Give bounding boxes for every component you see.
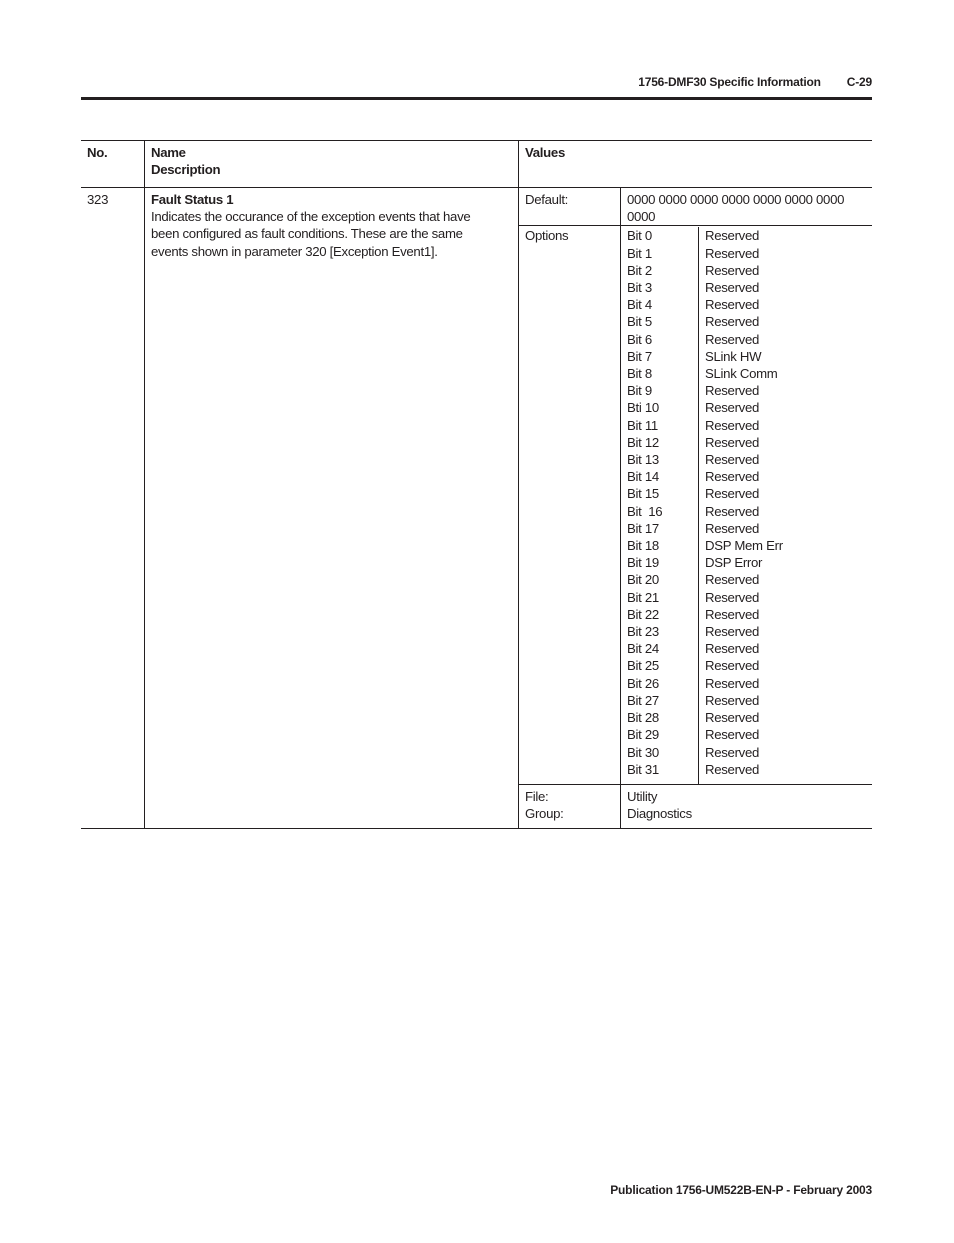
options-label-cell [519, 226, 621, 785]
bit-name: Bit 8 [627, 366, 652, 382]
bit-value: Reserved [705, 486, 760, 502]
header-name-description [145, 141, 519, 188]
bit-name: Bit 21 [627, 589, 659, 605]
bit-name: Bit 11 [627, 417, 658, 433]
bit-name: Bit 19 [627, 555, 659, 571]
bit-name: Bit 9 [627, 383, 652, 399]
default-label: Default: [525, 192, 569, 207]
bit-name: Bit 27 [627, 692, 659, 708]
bit-value: Reserved [705, 452, 760, 468]
running-header [638, 75, 872, 89]
page-number: C-29 [846, 75, 872, 89]
bit-value: SLink HW [705, 348, 762, 364]
bit-value: Reserved [705, 503, 760, 519]
param-number: 323 [87, 192, 109, 207]
bit-value: Reserved [705, 434, 760, 450]
section-title: 1756-DMF30 Specific Information [638, 75, 821, 89]
bit-value: Reserved [705, 606, 760, 622]
bit-value: Reserved [705, 245, 760, 261]
bit-value: DSP Mem Err [705, 538, 783, 554]
param-name-cell [145, 188, 519, 829]
bit-name: Bti 10 [627, 400, 659, 416]
file-value: Utility [627, 788, 658, 804]
param-name: Fault Status 1 [151, 192, 234, 207]
bit-value: SLink Comm [705, 366, 778, 382]
bit-value: Reserved [705, 383, 760, 399]
bit-value: Reserved [705, 280, 760, 296]
bit-value: Reserved [705, 417, 760, 433]
header-no [81, 141, 145, 188]
bit-name: Bit 15 [627, 486, 659, 502]
bit-name: Bit 18 [627, 538, 659, 554]
bit-name: Bit 3 [627, 280, 652, 296]
bit-name: Bit 17 [627, 520, 659, 536]
bit-value: Reserved [705, 692, 760, 708]
bit-value: Reserved [705, 727, 760, 743]
param-number-cell [81, 188, 145, 829]
bit-value: Reserved [705, 228, 760, 244]
bit-value: Reserved [705, 331, 760, 347]
bit-name: Bit 26 [627, 675, 659, 691]
bit-name: Bit 6 [627, 331, 652, 347]
bit-value-column [698, 227, 872, 784]
bit-value: Reserved [705, 469, 760, 485]
param-description: Indicates the occurance of the exception events that have been configured as fault conditions. These are the same events shown in parameter 320 [Exception Event1]. [151, 209, 471, 259]
bit-value: Reserved [705, 675, 760, 691]
bit-name: Bit 7 [627, 348, 652, 364]
default-label-cell [519, 188, 621, 226]
bit-name: Bit 23 [627, 624, 659, 640]
header-name-label: Name [151, 145, 186, 160]
bit-name: Bit 28 [627, 710, 659, 726]
file-group-label-cell [519, 784, 621, 828]
header-description-label: Description [151, 162, 221, 178]
bit-value: DSP Error [705, 555, 763, 571]
bit-name: Bit 31 [627, 761, 659, 777]
bit-value: Reserved [705, 262, 760, 278]
bit-name: Bit 4 [627, 297, 652, 313]
bit-value: Reserved [705, 572, 760, 588]
bit-value: Reserved [705, 710, 760, 726]
group-value: Diagnostics [627, 806, 692, 822]
options-value-cell [621, 226, 873, 785]
bit-name: Bit 25 [627, 658, 659, 674]
default-value-cell [621, 188, 873, 226]
bit-name: Bit 12 [627, 434, 659, 450]
file-group-value-cell [621, 784, 873, 828]
bit-value: Reserved [705, 297, 760, 313]
header-rule [81, 97, 872, 100]
bit-name: Bit 30 [627, 744, 659, 760]
bit-value: Reserved [705, 520, 760, 536]
bit-name: Bit 14 [627, 469, 659, 485]
bit-name-column [621, 227, 698, 784]
table-row-default [81, 188, 872, 226]
group-label: Group: [525, 806, 564, 822]
bit-name: Bit 16 [627, 503, 663, 519]
bit-name: Bit 24 [627, 641, 659, 657]
bit-value: Reserved [705, 658, 760, 674]
bit-name: Bit 13 [627, 452, 659, 468]
file-label: File: [525, 788, 549, 804]
bit-value: Reserved [705, 314, 760, 330]
bit-name: Bit 1 [627, 245, 652, 261]
bit-name: Bit 20 [627, 572, 659, 588]
publication-footer: Publication 1756-UM522B-EN-P - February 2003 [610, 1183, 872, 1197]
bit-value: Reserved [705, 624, 760, 640]
header-values-label: Values [525, 145, 565, 160]
bit-value: Reserved [705, 589, 760, 605]
options-label: Options [525, 228, 569, 244]
parameter-table [81, 140, 872, 829]
header-values [519, 141, 873, 188]
bit-name: Bit 2 [627, 262, 652, 278]
default-value: 0000 0000 0000 0000 0000 0000 0000 0000 [627, 192, 845, 225]
bit-list [621, 227, 872, 784]
header-no-label: No. [87, 145, 108, 160]
table-header-row [81, 141, 872, 188]
bit-name: Bit 0 [627, 228, 652, 244]
bit-name: Bit 5 [627, 314, 652, 330]
bit-value: Reserved [705, 761, 760, 777]
bit-value: Reserved [705, 400, 760, 416]
bit-name: Bit 29 [627, 727, 659, 743]
bit-value: Reserved [705, 744, 760, 760]
bit-value: Reserved [705, 641, 760, 657]
bit-name: Bit 22 [627, 606, 659, 622]
